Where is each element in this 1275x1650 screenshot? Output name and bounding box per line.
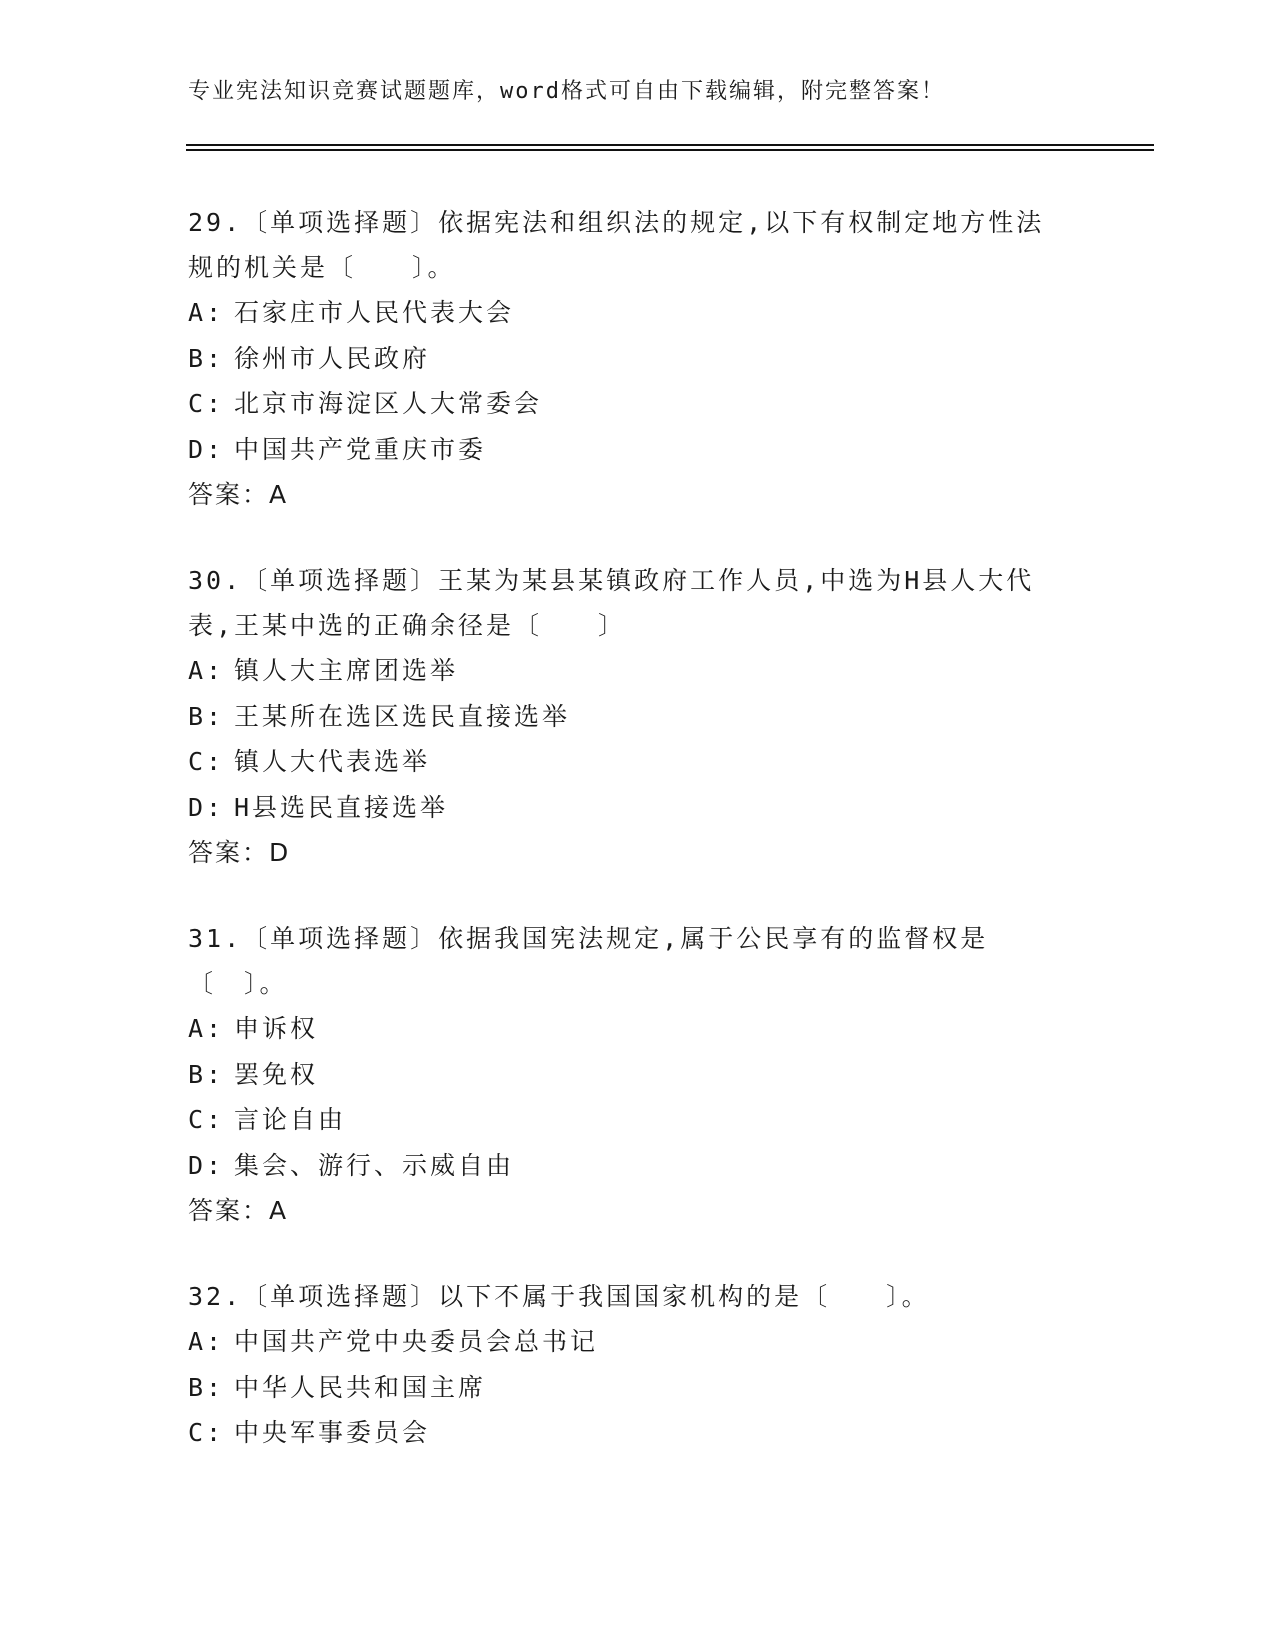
question-31 bbox=[188, 916, 1068, 1233]
option-c: C: 北京市海淀区人大常委会 bbox=[188, 389, 543, 418]
option-a: A: 镇人大主席团选举 bbox=[188, 656, 459, 685]
question-stem: 29.〔单项选择题〕依据宪法和组织法的规定,以下有权制定地方性法规的机关是〔 〕。 bbox=[188, 208, 1045, 282]
option-a: A: 石家庄市人民代表大会 bbox=[188, 298, 515, 327]
option-a: A: 申诉权 bbox=[188, 1014, 319, 1043]
question-list bbox=[188, 200, 1068, 1497]
option-c: C: 言论自由 bbox=[188, 1105, 347, 1134]
option-b: B: 中华人民共和国主席 bbox=[188, 1372, 487, 1402]
option-b: B: 罢免权 bbox=[188, 1059, 319, 1089]
question-stem: 32.〔单项选择题〕以下不属于我国国家机构的是〔 〕。 bbox=[188, 1282, 930, 1311]
option-d: D: H县选民直接选举 bbox=[188, 792, 449, 822]
option-b: B: 徐州市人民政府 bbox=[188, 343, 431, 373]
header-rule-top bbox=[186, 144, 1154, 146]
option-a: A: 中国共产党中央委员会总书记 bbox=[188, 1327, 599, 1356]
question-stem: 31.〔单项选择题〕依据我国宪法规定,属于公民享有的监督权是〔 〕。 bbox=[188, 924, 989, 998]
option-c: C: 中央军事委员会 bbox=[188, 1418, 431, 1447]
option-d: D: 集会、游行、示威自由 bbox=[188, 1150, 515, 1180]
option-c: C: 镇人大代表选举 bbox=[188, 747, 431, 776]
answer-line: 答案：D bbox=[188, 838, 291, 867]
option-b: B: 王某所在选区选民直接选举 bbox=[188, 701, 571, 731]
answer-line: 答案：A bbox=[188, 480, 289, 509]
header-rule-bottom bbox=[186, 149, 1154, 151]
page-header: 专业宪法知识竞赛试题题库，word格式可自由下载编辑，附完整答案！ bbox=[188, 79, 945, 104]
option-d: D: 中国共产党重庆市委 bbox=[188, 434, 487, 464]
question-32 bbox=[188, 1274, 1068, 1456]
answer-line: 答案：A bbox=[188, 1196, 289, 1225]
question-29 bbox=[188, 200, 1068, 517]
question-stem: 30.〔单项选择题〕王某为某县某镇政府工作人员,中选为H县人大代表,王某中选的正确余径是〔 〕 bbox=[188, 566, 1035, 640]
question-30 bbox=[188, 558, 1068, 875]
